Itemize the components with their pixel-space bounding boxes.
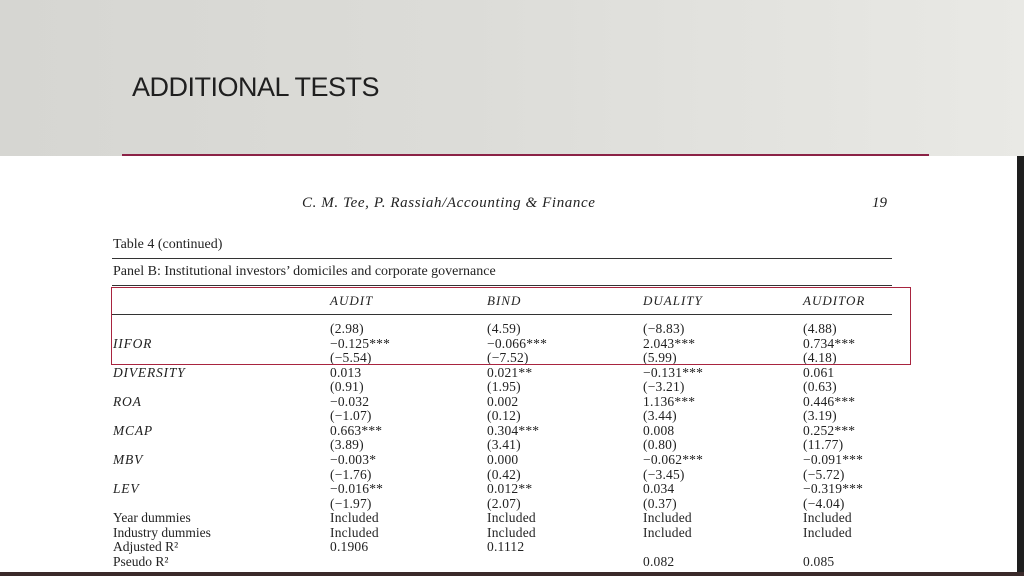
- table-cell: (2.07): [487, 495, 521, 511]
- table-cell: 0.734***: [803, 335, 856, 351]
- table-cell: 0.008: [643, 422, 675, 438]
- table-cell: Included: [487, 524, 536, 540]
- row-label: Year dummies: [113, 510, 191, 526]
- panel-caption: Panel B: Institutional investors’ domiciles and corporate governance: [113, 264, 496, 279]
- row-label: DIVERSITY: [113, 364, 186, 380]
- table-cell: (−1.76): [330, 466, 372, 482]
- table-cell: 0.446***: [803, 393, 856, 409]
- table-cell: 0.663***: [330, 422, 383, 438]
- row-label: MCAP: [113, 422, 153, 438]
- table-cell: (4.59): [487, 321, 521, 336]
- table-cell: (11.77): [803, 437, 844, 453]
- table-cell: −0.319***: [803, 481, 864, 497]
- column-header-duality: DUALITY: [643, 293, 703, 308]
- row-label: IIFOR: [113, 335, 153, 351]
- table-cell: (−8.83): [643, 321, 685, 336]
- table-cell: (0.80): [643, 437, 677, 453]
- row-label: Industry dummies: [113, 524, 211, 540]
- table-cell: (5.99): [643, 350, 677, 366]
- table-cell: Included: [330, 524, 379, 540]
- table-cell: 0.1906: [330, 539, 369, 555]
- table-top-rule: [112, 258, 892, 259]
- row-label: Adjusted R²: [113, 539, 179, 555]
- table-cell: Included: [330, 510, 379, 526]
- table-cell: 0.085: [803, 553, 835, 569]
- table-cell: (−5.72): [803, 466, 845, 482]
- column-header-audit: AUDIT: [330, 293, 374, 308]
- right-edge-strip: [1017, 156, 1024, 576]
- table-cell: Included: [487, 510, 536, 526]
- table-cell: Included: [803, 524, 852, 540]
- table-caption: Table 4 (continued): [113, 237, 223, 252]
- row-label: Pseudo R²: [113, 553, 169, 569]
- table-cell: (0.42): [487, 466, 521, 482]
- table-cell: −0.016**: [330, 481, 384, 497]
- table-cell: (0.37): [643, 495, 677, 511]
- bottom-edge-strip: [0, 572, 1024, 576]
- table-cell: 0.082: [643, 553, 675, 569]
- slide-title: ADDITIONAL TESTS: [132, 72, 380, 102]
- table-cell: 0.252***: [803, 422, 856, 438]
- table-cell: −0.066***: [487, 335, 548, 351]
- table-cell: 0.061: [803, 364, 835, 380]
- table-cell: 0.1112: [487, 539, 525, 555]
- row-label: ROA: [113, 393, 142, 409]
- table-cell: (−3.45): [643, 466, 685, 482]
- table-cell: (−3.21): [643, 379, 685, 395]
- table-cell: (0.63): [803, 379, 837, 395]
- panel-rule: [112, 285, 892, 286]
- page-number: 19: [872, 195, 887, 211]
- table-cell: (−4.04): [803, 495, 845, 511]
- table-cell: Included: [643, 510, 692, 526]
- table-cell: 0.304***: [487, 422, 540, 438]
- title-divider: [122, 154, 929, 156]
- table-cell: (4.18): [803, 350, 837, 366]
- table-cell: −0.125***: [330, 335, 391, 351]
- highlight-box: [111, 287, 911, 365]
- table-cell: 0.021**: [487, 364, 533, 380]
- table-cell: (2.98): [330, 321, 364, 336]
- row-label: MBV: [113, 451, 144, 467]
- table-cell: 1.136***: [643, 393, 696, 409]
- table-cell: (−1.07): [330, 408, 372, 424]
- table-cell: (3.19): [803, 408, 837, 424]
- table-cell: −0.091***: [803, 451, 864, 467]
- table-cell: (4.88): [803, 321, 837, 336]
- row-label: LEV: [113, 481, 140, 497]
- table-cell: 0.000: [487, 451, 519, 467]
- table-cell: 0.013: [330, 364, 362, 380]
- table-cell: (1.95): [487, 379, 521, 395]
- table-cell: (0.12): [487, 408, 521, 424]
- table-cell: Included: [643, 524, 692, 540]
- table-cell: −0.131***: [643, 364, 704, 380]
- table-cell: 0.012**: [487, 481, 533, 497]
- table-cell: Included: [803, 510, 852, 526]
- table-cell: −0.062***: [643, 451, 704, 467]
- table-cell: −0.032: [330, 393, 370, 409]
- column-header-auditor: AUDITOR: [803, 293, 866, 308]
- table-cell: −0.003*: [330, 451, 377, 467]
- table-cell: (3.44): [643, 408, 677, 424]
- running-head: C. M. Tee, P. Rassiah/Accounting & Finance: [302, 195, 596, 211]
- table-cell: (−1.97): [330, 495, 372, 511]
- table-cell: (0.91): [330, 379, 364, 395]
- table-cell: 0.002: [487, 393, 519, 409]
- table-cell: (3.89): [330, 437, 364, 453]
- table-cell: (−5.54): [330, 350, 372, 366]
- table-cell: 2.043***: [643, 335, 696, 351]
- table-cell: 0.034: [643, 481, 675, 497]
- table-cell: (3.41): [487, 437, 521, 453]
- table-cell: (−7.52): [487, 350, 529, 366]
- column-header-bind: BIND: [487, 293, 522, 308]
